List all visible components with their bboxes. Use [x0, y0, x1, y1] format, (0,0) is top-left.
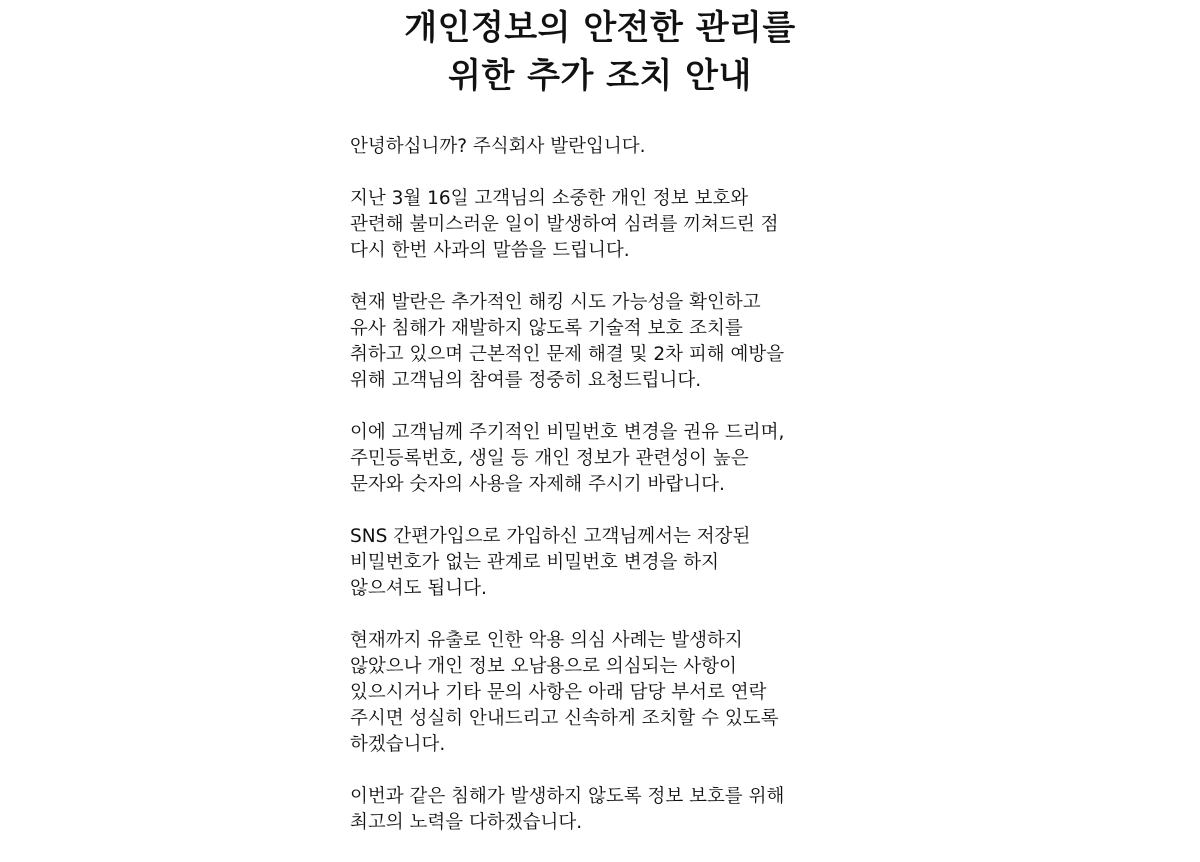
text-line: 지난 3월 16일 고객님의 소중한 개인 정보 보호와 [350, 188, 749, 209]
text-line: 유사 침해가 재발하지 않도록 기술적 보호 조치를 [350, 318, 743, 339]
text-line: 취하고 있으며 근본적인 문제 해결 및 2차 피해 예방을 [350, 344, 785, 365]
text-line: 현재 발란은 추가적인 해킹 시도 가능성을 확인하고 [350, 292, 761, 313]
text-line: 하겠습니다. [350, 734, 446, 755]
text-line: 문자와 숫자의 사용을 자제해 주시기 바랍니다. [350, 474, 725, 495]
text-line: 다시 한번 사과의 말씀을 드립니다. [350, 240, 630, 261]
paragraph-contact [350, 628, 870, 758]
text-line: 있으시거나 기타 문의 사항은 아래 담당 부서로 연락 [350, 682, 767, 703]
paragraph-password-change [350, 420, 870, 498]
paragraph-apology [350, 186, 870, 264]
title-line-1: 개인정보의 안전한 관리를 [404, 8, 796, 48]
text-line: 비밀번호가 없는 관계로 비밀번호 변경을 하지 [350, 552, 719, 573]
text-line: 이번과 같은 침해가 발생하지 않도록 정보 보호를 위해 [350, 786, 785, 807]
text-line: 이에 고객님께 주기적인 비밀번호 변경을 권유 드리며, [350, 422, 785, 443]
text-line: 안녕하십니까? 주식회사 발란입니다. [350, 136, 646, 157]
text-line: 주민등록번호, 생일 등 개인 정보가 관련성이 높은 [350, 448, 749, 469]
text-line: 관련해 불미스러운 일이 발생하여 심려를 끼쳐드린 점 [350, 214, 779, 235]
text-line: 않으셔도 됩니다. [350, 578, 487, 599]
notice-body [350, 134, 870, 862]
text-line: 않았으나 개인 정보 오남용으로 의심되는 사항이 [350, 656, 737, 677]
paragraph-sns-signup [350, 524, 870, 602]
paragraph-closing [350, 784, 870, 836]
text-line: 최고의 노력을 다하겠습니다. [350, 812, 583, 833]
title-line-2: 위한 추가 조치 안내 [448, 56, 752, 96]
notice-title [0, 4, 1200, 100]
paragraph-security-measures [350, 290, 870, 394]
paragraph-greeting [350, 134, 870, 160]
text-line: SNS 간편가입으로 가입하신 고객님께서는 저장된 [350, 526, 751, 547]
text-line: 위해 고객님의 참여를 정중히 요청드립니다. [350, 370, 702, 391]
text-line: 주시면 성실히 안내드리고 신속하게 조치할 수 있도록 [350, 708, 779, 729]
text-line: 현재까지 유출로 인한 악용 의심 사례는 발생하지 [350, 630, 743, 651]
